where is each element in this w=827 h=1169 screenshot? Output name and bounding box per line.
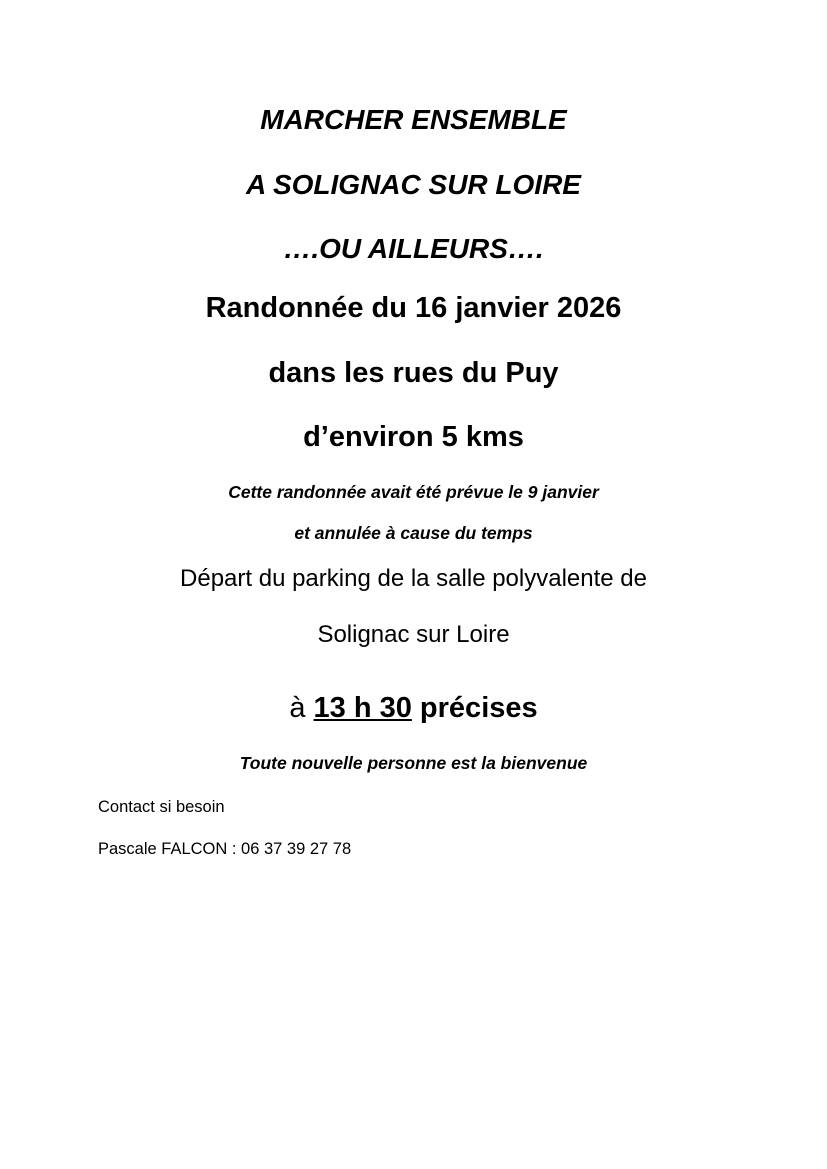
departure-line-1: Départ du parking de la salle polyvalente de [180,565,647,592]
start-time-suffix: précises [411,692,538,724]
hike-distance: d’environ 5 kms [303,421,524,453]
hike-title: Randonnée du 16 janvier 2026 [205,292,622,324]
start-time-value: 13 h 30 [313,692,412,724]
contact-label: Contact si besoin [98,798,225,816]
departure-line-2: Solignac sur Loire [317,621,510,648]
welcome-message: Toute nouvelle personne est la bienvenue [239,753,588,773]
title-solignac: A SOLIGNAC SUR LOIRE [246,169,581,200]
start-time-prefix: à [289,692,314,724]
note-cancelled-weather: et annulée à cause du temps [294,523,533,543]
note-planned-date: Cette randonnée avait été prévue le 9 janvier [228,482,599,502]
hike-location: dans les rues du Puy [268,357,559,389]
title-marcher-ensemble: MARCHER ENSEMBLE [260,104,567,135]
title-ou-ailleurs: ….OU AILLEURS…. [283,233,544,264]
contact-info: Pascale FALCON : 06 37 39 27 78 [98,840,352,858]
start-time-line [0,694,827,723]
